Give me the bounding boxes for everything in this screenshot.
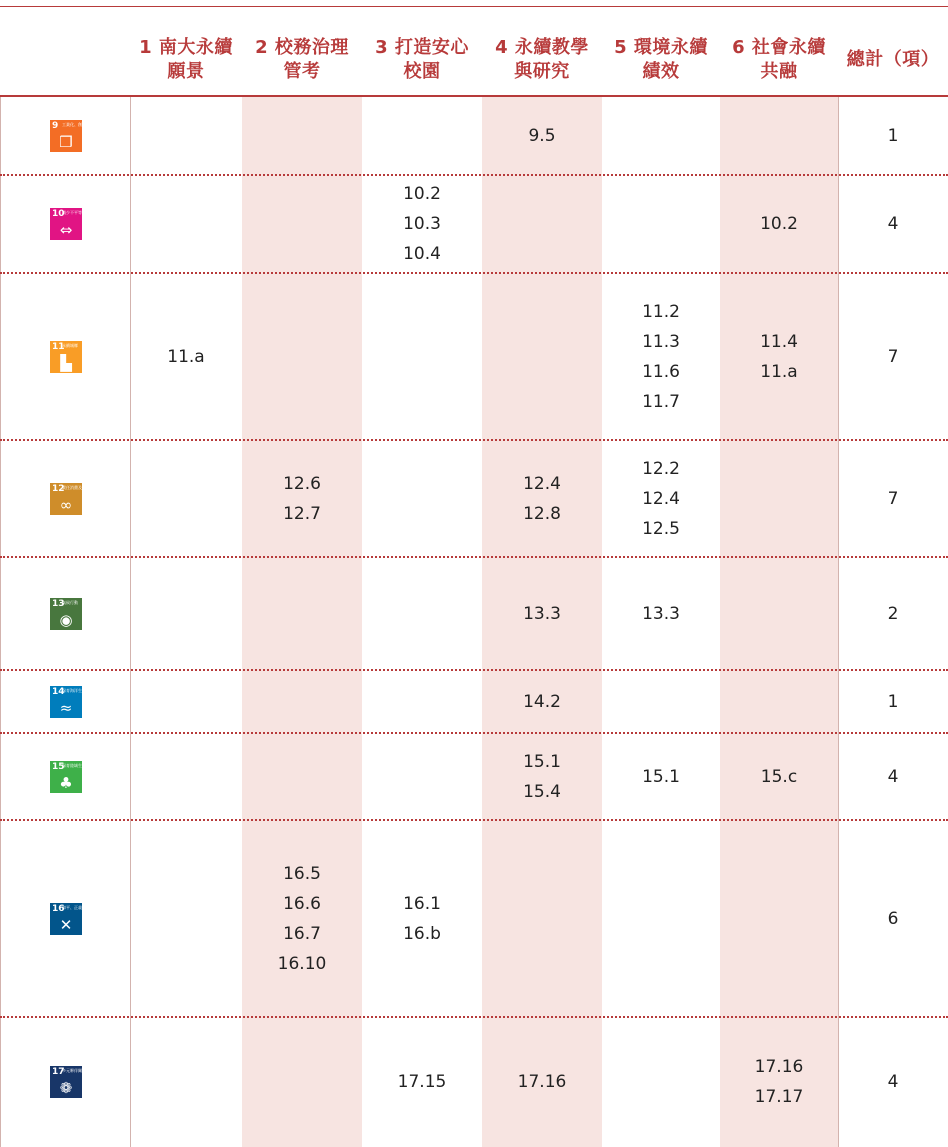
sdg-15-icon — [50, 761, 86, 793]
total-value: 7 — [887, 346, 899, 367]
target-cell — [482, 175, 602, 273]
total-value: 1 — [887, 691, 899, 712]
target-value: 16.6 — [283, 893, 321, 914]
header-line1: 2 校務治理 — [255, 37, 349, 58]
header-col-6 — [720, 29, 838, 91]
target-cell — [720, 440, 838, 557]
target-cell — [362, 440, 482, 557]
target-value: 12.6 — [283, 473, 321, 494]
sdg-label: 保育陸域生態 — [62, 762, 86, 768]
sdg-14-icon — [50, 686, 86, 718]
target-value: 15.c — [760, 766, 798, 787]
target-cell — [362, 557, 482, 670]
target-cell — [482, 670, 602, 733]
header-line2: 校園 — [403, 61, 441, 82]
total-cell — [838, 175, 948, 273]
target-cell — [130, 175, 242, 273]
target-cell — [602, 175, 720, 273]
target-cell — [602, 820, 720, 1017]
target-cell — [362, 670, 482, 733]
sdg-number: 9 — [52, 121, 59, 131]
target-cell — [242, 557, 362, 670]
target-cell — [720, 557, 838, 670]
target-cell — [242, 820, 362, 1017]
header-col-5 — [602, 29, 720, 91]
target-value: 10.2 — [760, 214, 798, 234]
target-cell — [720, 175, 838, 273]
total-cell — [838, 440, 948, 557]
target-cell — [482, 733, 602, 820]
total-cell — [838, 273, 948, 440]
sdg-number: 12 — [52, 483, 65, 494]
target-cell — [130, 820, 242, 1017]
sdg-10-icon — [50, 208, 82, 240]
header-line2: 願景 — [167, 61, 205, 82]
target-cell — [362, 820, 482, 1017]
target-value: 11.4 — [760, 331, 798, 352]
target-cell — [242, 97, 362, 175]
target-cell — [482, 1017, 602, 1147]
target-value: 17.16 — [754, 1057, 804, 1077]
total-value: 4 — [887, 1072, 899, 1092]
sdg-number: 11 — [52, 341, 65, 352]
total-value: 2 — [887, 603, 899, 624]
header-col-3 — [362, 29, 482, 91]
header-line1: 5 環境永續 — [614, 37, 708, 58]
sdg-label: 永續城鄉 — [62, 342, 78, 348]
header-col-7 — [838, 29, 948, 91]
total-cell — [838, 820, 948, 1017]
target-value: 12.7 — [283, 503, 321, 524]
target-cell — [602, 273, 720, 440]
target-cell — [602, 733, 720, 820]
target-value: 17.16 — [517, 1072, 567, 1092]
sdg-label: 多元夥伴關係 — [62, 1068, 86, 1073]
table-row — [0, 733, 948, 820]
target-value: 17.15 — [397, 1072, 447, 1092]
header-line2: 績效 — [642, 61, 680, 82]
sdg-label: 責任消費及生產 — [62, 484, 90, 490]
sdg-label: 減少不平等 — [62, 210, 82, 215]
target-cell — [362, 97, 482, 175]
total-value: 4 — [887, 214, 899, 234]
header-line2: 管考 — [283, 61, 321, 82]
target-value: 12.2 — [642, 458, 680, 479]
header-line1: 3 打造安心 — [375, 37, 469, 58]
table-row — [0, 670, 948, 733]
table-row — [0, 97, 948, 175]
target-value: 13.3 — [523, 603, 561, 624]
target-cell — [362, 1017, 482, 1147]
city-icon: ▙ — [60, 353, 72, 372]
target-value: 12.8 — [523, 503, 561, 524]
sdg-number: 16 — [52, 903, 65, 914]
target-value: 11.a — [760, 361, 798, 382]
header-col-1 — [130, 29, 242, 91]
top-rule — [0, 6, 948, 7]
total-cell — [838, 97, 948, 175]
table-row — [0, 557, 948, 670]
header-line2: 共融 — [760, 61, 798, 82]
target-cell — [242, 273, 362, 440]
target-value: 10.3 — [403, 214, 441, 234]
target-cell — [720, 820, 838, 1017]
target-cell — [602, 670, 720, 733]
total-cell — [838, 557, 948, 670]
target-cell — [602, 97, 720, 175]
sdg-9-icon — [50, 120, 106, 152]
target-cell — [242, 175, 362, 273]
target-cell — [602, 1017, 720, 1147]
total-value: 4 — [887, 766, 899, 787]
table-row — [0, 440, 948, 557]
target-cell — [130, 97, 242, 175]
target-cell — [242, 670, 362, 733]
header-line2: 與研究 — [514, 61, 570, 82]
target-value: 15.1 — [523, 751, 561, 772]
target-cell — [482, 557, 602, 670]
target-cell — [602, 557, 720, 670]
dove-icon: ✕ — [59, 915, 73, 934]
target-cell — [362, 175, 482, 273]
sdg-number: 14 — [52, 686, 65, 697]
target-cell — [602, 440, 720, 557]
target-cell — [130, 733, 242, 820]
target-value: 11.6 — [642, 361, 680, 382]
table-row — [0, 273, 948, 440]
sdg-label: 保育海洋生態 — [62, 687, 86, 693]
target-cell — [482, 440, 602, 557]
sdg-13-icon — [50, 598, 82, 630]
target-cell — [130, 440, 242, 557]
target-cell — [720, 733, 838, 820]
target-value: 11.2 — [642, 301, 680, 322]
cubes-icon: ❒ — [59, 133, 73, 151]
target-value: 16.7 — [283, 923, 321, 944]
header-line1: 6 社會永續 — [732, 37, 826, 58]
target-cell — [362, 273, 482, 440]
target-cell — [130, 1017, 242, 1147]
target-value: 16.5 — [283, 863, 321, 884]
target-value: 15.4 — [523, 781, 561, 802]
target-value: 16.10 — [277, 953, 327, 974]
target-value: 16.1 — [403, 893, 441, 914]
header-col-2 — [242, 29, 362, 91]
header-line1: 總計（項） — [846, 49, 940, 70]
target-cell — [482, 97, 602, 175]
target-value: 10.2 — [403, 184, 441, 204]
sdg-16-icon — [50, 903, 102, 935]
sdg-number: 17 — [52, 1067, 65, 1077]
target-value: 12.4 — [642, 488, 680, 509]
target-value: 9.5 — [528, 126, 556, 146]
target-cell — [130, 670, 242, 733]
target-cell — [242, 733, 362, 820]
equality-icon: ⇔ — [59, 221, 73, 239]
header-line1: 1 南大永續 — [139, 37, 233, 58]
sdg-number: 15 — [52, 761, 65, 772]
table-row — [0, 1017, 948, 1147]
eye-globe-icon: ◉ — [59, 610, 73, 629]
target-cell — [482, 820, 602, 1017]
target-cell — [130, 557, 242, 670]
sdg-label: 和平、正義及健全制度 — [62, 904, 102, 910]
table-header — [0, 29, 948, 97]
header-line1: 4 永續教學 — [495, 37, 589, 58]
fish-icon: ≈ — [59, 698, 73, 717]
total-cell — [838, 1017, 948, 1147]
target-value: 10.4 — [403, 244, 441, 264]
target-cell — [242, 1017, 362, 1147]
target-cell — [720, 670, 838, 733]
target-value: 13.3 — [642, 603, 680, 624]
target-value: 14.2 — [523, 691, 561, 712]
target-value: 17.17 — [754, 1087, 804, 1107]
sdg-label: 氣候行動 — [62, 599, 78, 605]
target-cell — [242, 440, 362, 557]
target-value: 11.3 — [642, 331, 680, 352]
target-value: 12.5 — [642, 518, 680, 539]
target-cell — [720, 97, 838, 175]
sdg-12-icon — [50, 483, 90, 515]
infinity-icon: ∞ — [59, 495, 73, 514]
sdg-17-icon — [50, 1066, 86, 1098]
target-value: 11.7 — [642, 391, 680, 412]
target-cell — [130, 273, 242, 440]
target-cell — [482, 273, 602, 440]
flower-icon: ❁ — [59, 1079, 73, 1097]
total-value: 7 — [887, 488, 899, 509]
total-value: 1 — [887, 126, 899, 146]
target-value: 11.a — [167, 346, 205, 367]
target-value: 16.b — [403, 923, 441, 944]
target-value: 12.4 — [523, 473, 561, 494]
table-row — [0, 820, 948, 1017]
sdg-11-icon — [50, 341, 82, 373]
header-col-4 — [482, 29, 602, 91]
target-value: 15.1 — [642, 766, 680, 787]
total-cell — [838, 670, 948, 733]
sdg-label: 工業化、創新及基礎建設 — [62, 122, 106, 127]
tree-icon: ♣ — [59, 773, 73, 792]
total-value: 6 — [887, 908, 899, 929]
target-cell — [720, 273, 838, 440]
sdg-number: 13 — [52, 598, 65, 609]
target-cell — [362, 733, 482, 820]
table-row — [0, 175, 948, 273]
total-cell — [838, 733, 948, 820]
target-cell — [720, 1017, 838, 1147]
sdg-number: 10 — [52, 209, 65, 219]
